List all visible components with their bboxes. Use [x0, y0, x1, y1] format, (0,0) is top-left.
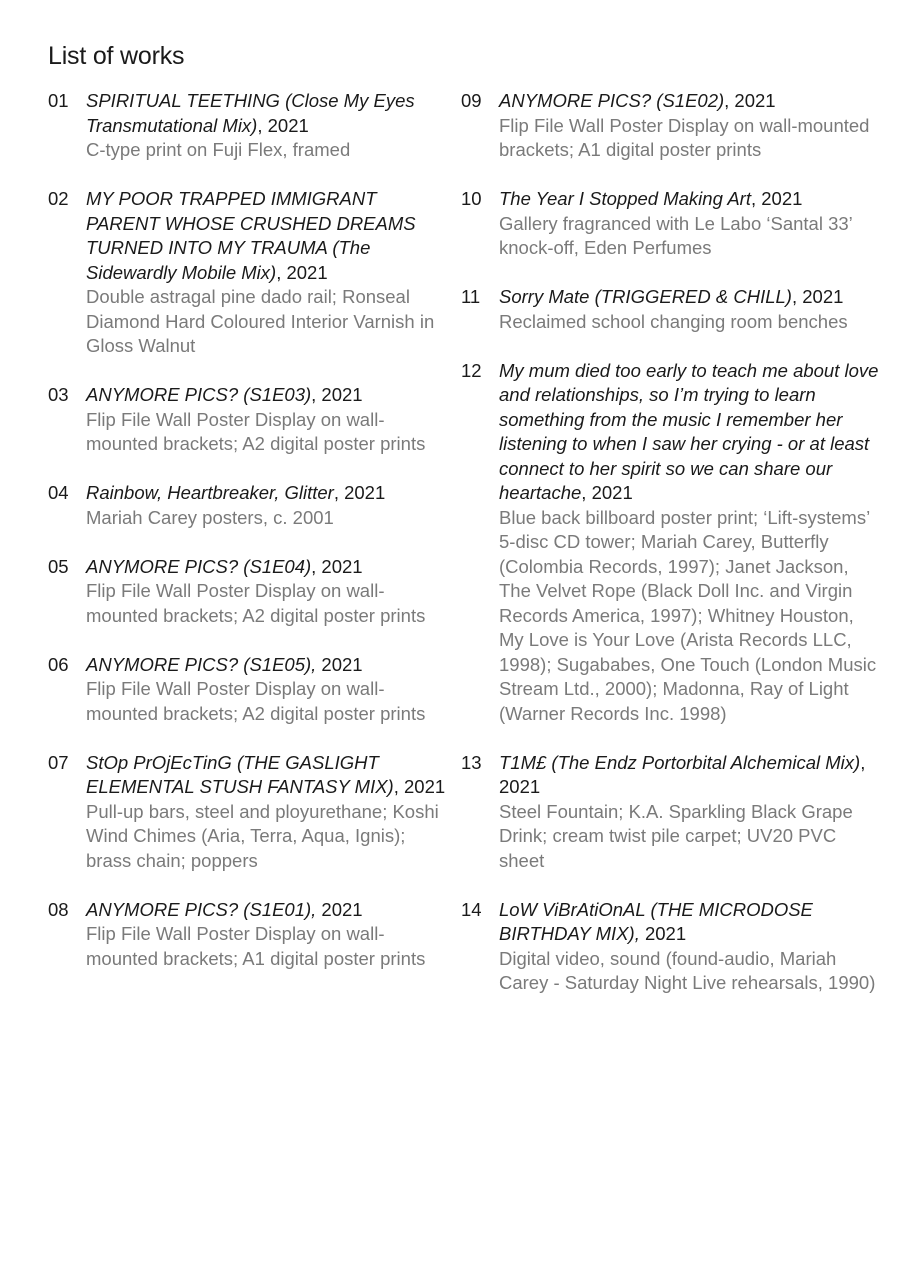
work-title: SPIRITUAL TEETHING (Close My Eyes Transmutational Mix)	[86, 90, 415, 136]
work-year: , 2021	[257, 114, 309, 136]
work-title: ANYMORE PICS? (S1E02)	[499, 90, 725, 111]
work-year: , 2021	[393, 776, 446, 797]
work-entry	[48, 898, 448, 972]
works-column-right	[461, 89, 881, 1020]
work-year: , 2021	[499, 751, 866, 797]
work-year: , 2021	[333, 482, 386, 503]
work-title: ANYMORE PICS? (S1E03)	[86, 384, 312, 405]
work-number: 09	[461, 90, 482, 111]
work-entry	[461, 898, 881, 996]
work-title: MY POOR TRAPPED IMMIGRANT PARENT WHOSE CRUSHED DREAMS TURNED INTO MY TRAUMA (The Sidewardly Mobile Mix)	[86, 188, 416, 283]
work-entry	[461, 751, 881, 874]
work-materials: Digital video, sound (found-audio, Mariah Carey - Saturday Night Live rehearsals, 1990)	[499, 947, 876, 993]
work-title: ANYMORE PICS? (S1E04)	[86, 555, 312, 577]
work-materials: Reclaimed school changing room benches	[499, 310, 848, 332]
work-year: , 2021	[311, 555, 363, 577]
work-materials: Flip File Wall Poster Display on wall-mounted brackets; A2 digital poster prints	[86, 408, 426, 454]
work-title: The Year I Stopped Making Art	[499, 188, 751, 209]
work-materials: Steel Fountain; K.A. Sparkling Black Grape Drink; cream twist pile carpet; UV20 PVC sheet	[499, 800, 853, 871]
work-entry	[48, 89, 448, 163]
work-title: ANYMORE PICS? (S1E01),	[86, 898, 317, 920]
work-year: 2021	[639, 923, 687, 944]
work-entry	[461, 89, 881, 163]
work-year: , 2021	[791, 286, 844, 307]
work-title: ANYMORE PICS? (S1E05),	[86, 653, 317, 675]
work-year: , 2021	[581, 482, 633, 503]
work-number: 13	[461, 751, 482, 773]
work-number: 14	[461, 898, 482, 920]
work-title: StOp PrOjEcTinG (THE GASLIGHT ELEMENTAL STUSH FANTASY MIX)	[86, 751, 394, 797]
work-materials: Mariah Carey posters, c. 2001	[86, 506, 334, 528]
work-entry	[48, 653, 448, 727]
works-column-left	[48, 89, 448, 996]
work-number: 01	[48, 90, 69, 111]
work-number: 12	[461, 359, 482, 381]
page-title: List of works	[48, 42, 185, 70]
work-materials: Flip File Wall Poster Display on wall-mounted brackets; A1 digital poster prints	[86, 923, 426, 969]
work-number: 05	[48, 555, 69, 577]
work-title: Rainbow, Heartbreaker, Glitter	[86, 482, 334, 503]
work-entry	[461, 187, 881, 261]
work-year: , 2021	[724, 90, 776, 111]
work-year: 2021	[316, 653, 363, 675]
work-number: 03	[48, 384, 69, 405]
work-materials: Flip File Wall Poster Display on wall-mounted brackets; A2 digital poster prints	[86, 580, 426, 626]
work-title: LoW ViBrAtiOnAL (THE MICRODOSE BIRTHDAY MIX),	[499, 898, 813, 944]
work-entry	[461, 285, 881, 334]
work-number: 02	[48, 188, 69, 209]
work-title: My mum died too early to teach me about love and relationships, so I’m trying to learn something from the music I remember her listening to when I saw her crying - or at least connect to her spirit so we can share our heartache	[499, 359, 879, 503]
work-entry	[48, 481, 448, 530]
work-materials: Double astragal pine dado rail; Ronseal Diamond Hard Coloured Interior Varnish in Gloss Walnut	[86, 286, 435, 356]
work-materials: Pull-up bars, steel and ployurethane; Koshi Wind Chimes (Aria, Terra, Aqua, Ignis); brass chain; poppers	[86, 800, 439, 871]
work-entry	[48, 383, 448, 457]
work-year: , 2021	[276, 261, 328, 283]
work-materials: Blue back billboard poster print; ‘Lift-systems’ 5-disc CD tower; Mariah Carey, Butterfly (Colombia Records, 1997); Janet Jackson, The Velvet Rope (Black Doll Inc. and Virgin Records America, 1997); Whitney Houston, My Love is Your Love (Arista Records LLC, 1998); Sugababes, One Touch (London Music Stream Ltd., 2000); Madonna, Ray of Light (Warner Records Inc. 1998)	[499, 506, 877, 724]
work-materials: Flip File Wall Poster Display on wall-mounted brackets; A1 digital poster prints	[499, 114, 870, 160]
work-materials: C-type print on Fuji Flex, framed	[86, 139, 351, 160]
work-year: , 2021	[750, 188, 803, 209]
work-number: 08	[48, 898, 69, 920]
work-number: 07	[48, 751, 69, 773]
work-number: 06	[48, 653, 69, 675]
work-entry	[48, 751, 448, 874]
work-materials: Flip File Wall Poster Display on wall-mounted brackets; A2 digital poster prints	[86, 678, 426, 724]
work-year: , 2021	[311, 384, 363, 405]
work-number: 04	[48, 482, 69, 503]
work-number: 11	[461, 286, 481, 307]
work-year: 2021	[316, 898, 363, 920]
work-entry	[461, 359, 881, 727]
work-materials: Gallery fragranced with Le Labo ‘Santal 33’ knock-off, Eden Perfumes	[499, 212, 853, 258]
work-entry	[48, 187, 448, 359]
work-title: T1M£ (The Endz Portorbital Alchemical Mix)	[499, 751, 861, 773]
work-number: 10	[461, 188, 482, 209]
work-entry	[48, 555, 448, 629]
work-title: Sorry Mate (TRIGGERED & CHILL)	[499, 286, 792, 307]
